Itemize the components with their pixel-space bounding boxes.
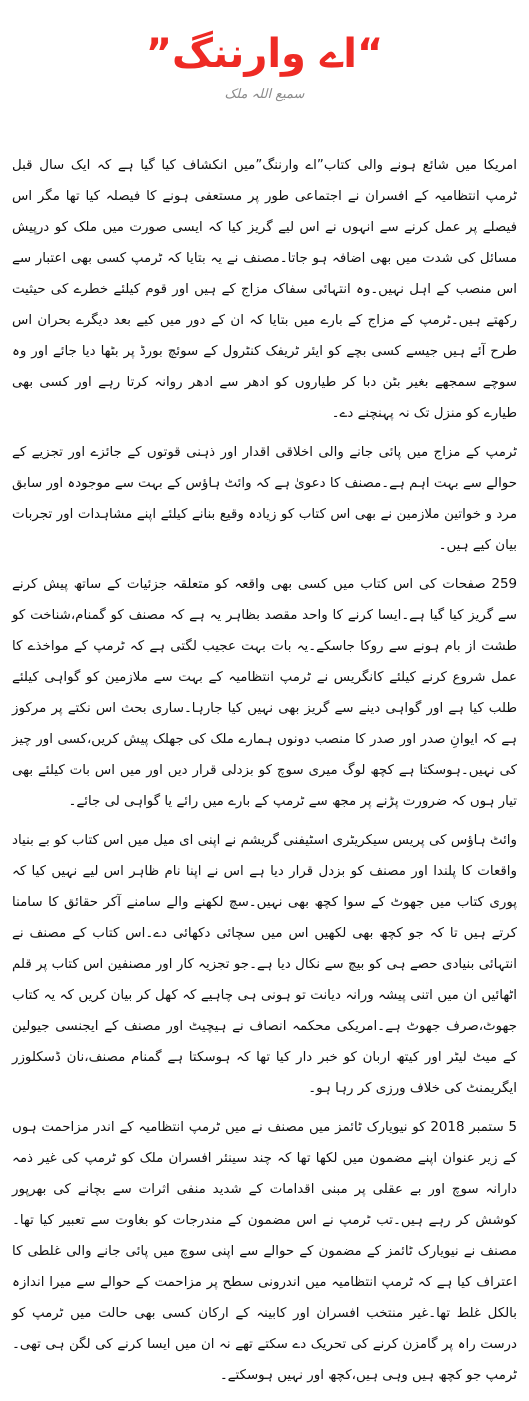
paragraph: 259 صفحات کی اس کتاب میں کسی بھی واقعہ کو متعلقہ جزئیات کے ساتھ پیش کرنے سے گریز کیا گیا ہے۔ایسا کرنے کا واحد مقصد بظاہر یہ ہے کہ مصنف کو گمنام،شناخت کو طشت از بام ہونے سے روکا جاسکے۔یہ بات بہت عجیب لگتی ہے کہ ٹرمپ کے مواخذے کا عمل شروع کرنے کیلئے کانگریس نے ٹرمپ انتظامیہ کے بہت سے ملازمین کو گواہی کیلئے طلب کیا ہے اور گواہی دینے سے گریز بھی نہیں کیا جارہا۔ساری بحث اس نکتے پر مرکوز ہے کہ ایوانِ صدر اور صدر کا منصب دونوں ہمارے ملک کی جھلک پیش کریں،کسی اور چیز کی نہیں۔ہوسکتا ہے کچھ لوگ میری سوچ کو بزدلی قرار دیں اور میں اس بات کیلئے بھی تیار ہوں کہ ضرورت پڑنے پر مجھ سے ٹرمپ کے بارے میں رائے یا گواہی لی جائے۔ [12,577,517,809]
paragraph: 5 ستمبر 2018 کو نیویارک ٹائمز میں مصنف نے میں ٹرمپ انتظامیہ کے اندر مزاحمت ہوں کے زیر عنوان اپنے مضمون میں لکھا تھا کہ چند سینئر افسران ملک کو ٹرمپ کی غیر ذمہ دارانہ سوچ اور بے عقلی پر مبنی اقدامات کے شدید منفی اثرات سے بچانے کی بھرپور کوشش کر رہے ہیں۔تب ٹرمپ نے اس مضمون کے مندرجات کو بغاوت سے تعبیر کیا تھا۔مصنف نے نیویارک ٹائمز کے مضمون کے حوالے سے اپنی سوچ میں پائی جانے والی غلطی کا اعتراف کیا ہے کہ ٹرمپ انتظامیہ میں اندرونی سطح پر مزاحمت کے حوالے سے میرا اندازہ بالکل غلط تھا۔غیر منتخب افسران اور کابینہ کے ارکان کسی بھی حالت میں ٹرمپ کو درست راہ پر گامزن کرنے کی تحریک دے سکتے تھے نہ ان میں ایسا کرنے کی لگن ہی تھی۔ٹرمپ جو کچھ ہیں وہی ہیں،کچھ اور نہیں ہوسکتے۔ [12,1120,517,1383]
article-body [12,150,517,1401]
paragraph: امریکا میں شائع ہونے والی کتاب”اے وارننگ”میں انکشاف کیا گیا ہے کہ ایک سال قبل ٹرمپ انتظامیہ کے افسران نے اجتماعی طور پر مستعفی ہونے کا فیصلہ کیا تھا مگر اس فیصلے پر عمل کرنے سے انہوں نے اس لیے گریز کیا کہ ایسی صورت میں ملک کو درپیش مسائل کی شدت میں بھی اضافہ ہو جاتا۔مصنف نے یہ بتایا کہ ٹرمپ کسی بھی اعتبار سے اس منصب کے اہل نہیں۔وہ انتہائی سفاک مزاج کے ہیں اور قوم کیلئے خطرے کی حیثیت رکھتے ہیں۔ٹرمپ کے مزاج کے بارے میں بتایا کہ ان کے دور میں کیے بعد دیگرے بحران اس طرح آئے ہیں جیسے کسی بچے کو ایئر ٹریفک کنٹرول کے سوئچ بورڈ پر بٹھا دیا جائے اور وہ سوچے سمجھے بغیر بٹن دبا کر طیاروں کو ادھر سے ادھر روانہ کرتا رہے اور کسی بھی طیارے کو منزل تک نہ پہنچنے دے۔ [12,158,517,421]
article-title: “اے وارننگ” [145,31,384,77]
paragraph: وائٹ ہاؤس کی پریس سیکریٹری اسٹیفنی گریشم نے اپنی ای میل میں اس کتاب کو بے بنیاد واقعات کا پلندا اور مصنف کو بزدل قرار دیا ہے اس نے اپنا نام ظاہر اس لیے نہیں کیا کہ پوری کتاب میں جھوٹ کے سوا کچھ بھی نہیں۔سچ لکھنے والے سامنے آکر حقائق کا سامنا کرتے ہیں تا کہ جو کچھ بھی لکھیں اس میں سچائی دکھائی دے۔اس کتاب کے مصنف نے انتہائی بنیادی حصے ہی کو بیچ سے نکال دیا ہے۔جو تجزیہ کار اور مصنفین اس کتاب پر قلم اٹھائیں ان میں اتنی پیشہ ورانہ دیانت تو ہونی ہی چاہیے کہ کھل کر بیان کریں کہ یہ کتاب جھوٹ،صرف جھوٹ ہے۔امریکی محکمہ انصاف نے ہیچیٹ اور مصنف کے ایجنسی جیولین کے میٹ لیٹر اور کیتھ اربان کو خبر دار کیا تھا کہ ہوسکتا ہے گمنام مصنف،نان ڈسکلوزر ایگریمنٹ کی خلاف ورزی کر رہا ہو۔ [12,833,517,1096]
paragraph: ٹرمپ کے مزاج میں پائی جانے والی اخلاقی اقدار اور ذہنی قوتوں کے جائزے اور تجزیے کے حوالے سے بہت اہم ہے۔مصنف کا دعویٰ ہے کہ وائٹ ہاؤس کے بہت سے موجودہ اور سابق مرد و خواتین ملازمین نے بھی اس کتاب کو زیادہ وقیع بنانے کیلئے اپنے مشاہدات اور تجربات بیان کیے ہیں۔ [12,445,517,553]
author-byline: سمیع اللہ ملک [224,87,305,102]
